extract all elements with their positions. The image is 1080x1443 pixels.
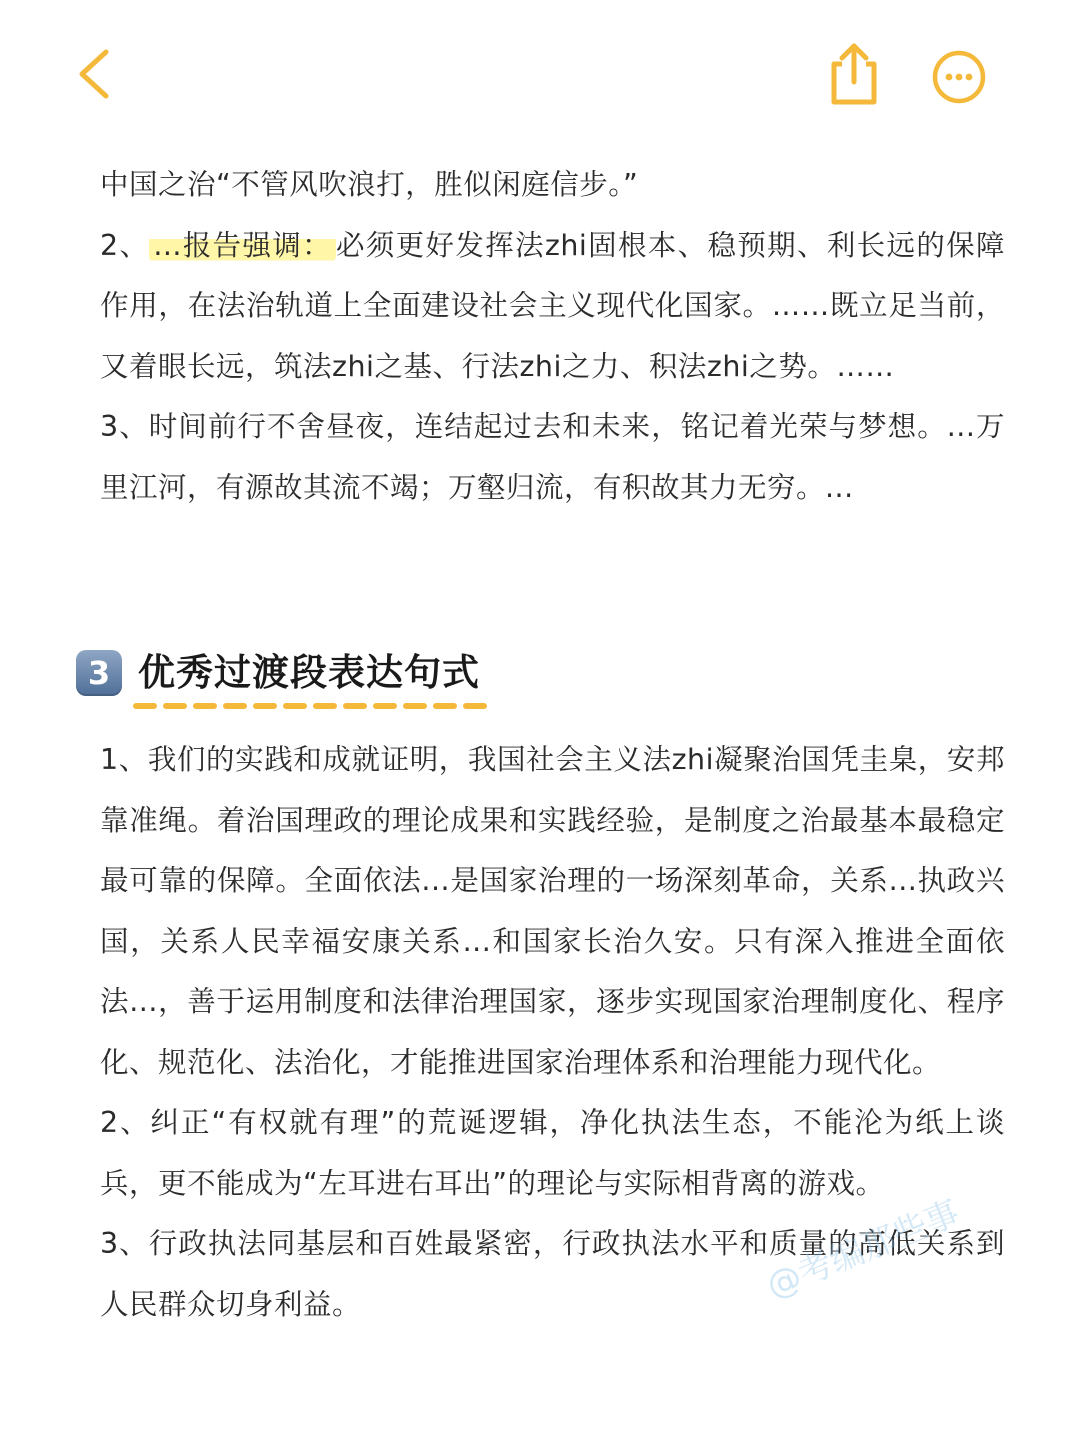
more-button[interactable]	[926, 44, 992, 110]
share-button[interactable]	[822, 38, 886, 108]
note-body-top	[100, 155, 1005, 518]
section-heading	[76, 640, 636, 720]
paragraph: 2、纠正“有权就有理”的荒诞逻辑，净化执法生态，不能沦为纸上谈兵，更不能成为“左耳进右耳出”的理论与实际相背离的游戏。	[100, 1106, 1005, 1200]
paragraph: 3、行政执法同基层和百姓最紧密，行政执法水平和质量的高低关系到人民群众切身利益。	[100, 1227, 1005, 1321]
paragraph-rest: 必须更好发挥法zhi固根本、稳预期、利长远的保障作用，在法治轨道上全面建设社会主义现代化国家。……既立足当前，又着眼长远，筑法zhi之基、行法zhi之力、积法zhi之势。……	[100, 228, 1005, 383]
back-button[interactable]	[70, 44, 120, 104]
top-toolbar	[0, 0, 1080, 140]
more-icon	[926, 44, 992, 110]
watermark: @考编那些事	[760, 1192, 966, 1307]
paragraph: 3、时间前行不舍昼夜，连结起过去和未来，铭记着光荣与梦想。...万里江河，有源故其流不竭；万壑归流，有积故其力无穷。...	[100, 410, 1005, 504]
highlighted-text: ...报告强调：	[149, 229, 336, 262]
keycap-number-badge: 3	[76, 650, 122, 696]
paragraph-with-highlight	[100, 216, 1005, 398]
dashed-underline	[132, 702, 492, 710]
note-body-section3	[100, 730, 1005, 1335]
paragraph-prefix: 2、	[100, 228, 150, 262]
paragraph: 1、我们的实践和成就证明，我国社会主义法zhi凝聚治国凭圭臬，安邦靠准绳。着治国理政的理论成果和实践经验，是制度之治最基本最稳定最可靠的保障。全面依法...是国家治理的一场深刻革命，关系...执政兴国，关系人民幸福安康关系...和国家长治久安。只有深入推进全面依法...，善于运用制度和法律治理国家，逐步实现国家治理制度化、程序化、规范化、法治化，才能推进国家治理体系和治理能力现代化。	[100, 743, 1005, 1079]
paragraph: 中国之治“不管风吹浪打，胜似闲庭信步。”	[100, 168, 639, 201]
chevron-left-icon	[70, 44, 120, 104]
section-title: 优秀过渡段表达句式	[138, 651, 480, 694]
share-icon	[822, 38, 886, 108]
